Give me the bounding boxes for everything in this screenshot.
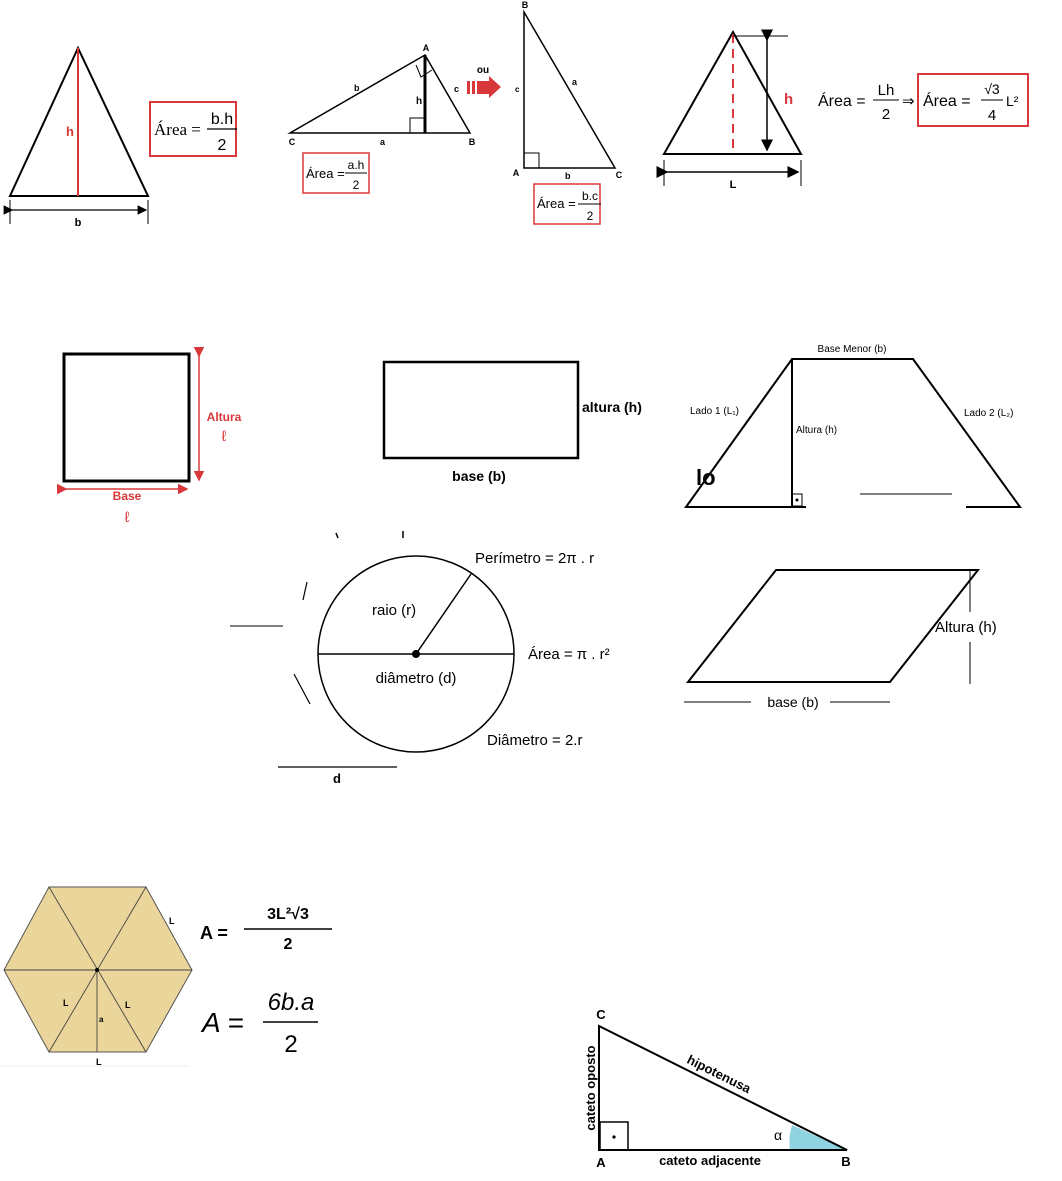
square-shape bbox=[64, 354, 189, 481]
trig-vertex-b: B bbox=[841, 1154, 851, 1169]
rt2-side-b: b bbox=[565, 171, 571, 181]
circle-perimeter: Perímetro = 2π . r bbox=[475, 550, 595, 567]
square-side-label: Altura bbox=[206, 410, 242, 424]
rt2-area-formula-lhs: Área = bbox=[537, 196, 576, 211]
parallelogram-figure bbox=[684, 570, 997, 710]
equilateral-base-label: L bbox=[729, 179, 737, 191]
square-base-symbol: ℓ bbox=[124, 509, 130, 526]
rt-area-formula-lhs: Área = bbox=[306, 166, 345, 181]
rt2-area-formula-den: 2 bbox=[586, 209, 594, 223]
rt-vertex-c: C bbox=[288, 137, 296, 147]
trig-triangle-shape bbox=[599, 1026, 847, 1150]
rt2-area-formula-num: b.c bbox=[581, 189, 599, 203]
equilateral-formula1-num: Lh bbox=[877, 82, 895, 99]
trig-adjacent-label: cateto adjacente bbox=[659, 1153, 761, 1168]
right-triangle-shape bbox=[290, 55, 470, 133]
trig-triangle-figure bbox=[583, 1007, 851, 1170]
triangle-height-label: h bbox=[66, 124, 74, 139]
isosceles-triangle-figure bbox=[10, 48, 237, 229]
equilateral-formula2-num: √3 bbox=[984, 81, 1000, 97]
trig-angle-label: α bbox=[774, 1127, 783, 1143]
triangle-area-formula-den: 2 bbox=[217, 137, 227, 154]
hexagon-apothem-label: a bbox=[99, 1015, 104, 1024]
trig-vertex-c: C bbox=[596, 1007, 606, 1022]
circle-radius-label: raio (r) bbox=[372, 602, 417, 619]
circle-center-dot bbox=[412, 650, 420, 658]
rt2-side-a: a bbox=[572, 77, 578, 87]
trapezoid-left-label: Lado 1 (L₁) bbox=[690, 406, 739, 417]
right-triangle-vertical-figure bbox=[513, 0, 623, 224]
hexagon-side-label-outer: L bbox=[169, 916, 175, 926]
equilateral-formula1-den: 2 bbox=[881, 106, 891, 123]
square-base-label: Base bbox=[112, 489, 142, 503]
hexagon-side-label-right: L bbox=[125, 1000, 131, 1010]
triangle-base-label: b bbox=[74, 217, 82, 229]
rt-vertex-b: B bbox=[468, 137, 476, 147]
trig-hypotenuse-label: hipotenusa bbox=[684, 1051, 754, 1097]
triangle-area-formula-num: b.h bbox=[210, 111, 234, 128]
equilateral-formula1-lhs: Área = bbox=[818, 93, 866, 110]
circle-figure bbox=[230, 531, 610, 786]
circle-area: Área = π . r² bbox=[528, 646, 610, 663]
or-label: ou bbox=[476, 65, 490, 76]
triangle-area-formula-lhs: Área = bbox=[154, 120, 201, 139]
rt-side-c: c bbox=[454, 84, 460, 94]
rt-side-a: a bbox=[380, 137, 386, 147]
rt2-vertex-a: A bbox=[512, 168, 520, 178]
circle-diameter-formula: Diâmetro = 2.r bbox=[487, 732, 583, 749]
right-triangle-vertical-shape bbox=[524, 12, 615, 168]
square-figure bbox=[64, 354, 242, 526]
parallelogram-base-label: base (b) bbox=[767, 694, 819, 710]
trapezoid-shape bbox=[686, 359, 1020, 507]
equilateral-formula2-lhs: Área = bbox=[923, 93, 971, 110]
rt-area-formula-num: a.h bbox=[347, 158, 365, 172]
trapezoid-right-label: Lado 2 (L₂) bbox=[964, 408, 1014, 419]
rt-area-formula-den: 2 bbox=[352, 178, 360, 192]
rectangle-height-label: altura (h) bbox=[582, 399, 642, 415]
red-arrow-icon bbox=[467, 76, 501, 98]
square-side-symbol: ℓ bbox=[221, 428, 227, 445]
equilateral-formula2-den: 4 bbox=[987, 107, 997, 124]
rt2-side-c: c bbox=[515, 85, 520, 94]
rt-side-b: b bbox=[354, 83, 360, 93]
hexagon-side-label-bottom: L bbox=[96, 1057, 102, 1067]
rt2-vertex-c: C bbox=[615, 170, 623, 180]
circle-diameter-label: diâmetro (d) bbox=[375, 670, 457, 687]
rt2-vertex-b: B bbox=[521, 0, 529, 10]
hexagon-formula1-num: 3L²√3 bbox=[267, 906, 309, 923]
trapezoid-height-label: Altura (h) bbox=[796, 425, 838, 436]
trig-opposite-label: cateto oposto bbox=[583, 1045, 598, 1131]
equilateral-formula2-tail: L² bbox=[1006, 93, 1019, 109]
trapezoid-stray-text: lo bbox=[696, 465, 716, 490]
rectangle-base-label: base (b) bbox=[452, 468, 506, 484]
parallelogram-height-label: Altura (h) bbox=[935, 619, 997, 636]
rt-vertex-a: A bbox=[422, 43, 430, 53]
rectangle-shape bbox=[384, 362, 578, 458]
hexagon-formula2-den: 2 bbox=[284, 1031, 298, 1058]
trig-vertex-a: A bbox=[596, 1155, 606, 1170]
rectangle-figure bbox=[384, 362, 642, 484]
trapezoid-top-label: Base Menor (b) bbox=[817, 344, 887, 355]
rt-height: h bbox=[416, 96, 423, 107]
equilateral-triangle-figure bbox=[664, 32, 1028, 191]
hexagon-formula1-lhs: A = bbox=[200, 923, 228, 943]
equilateral-implies: ⇒ bbox=[902, 93, 915, 110]
right-triangle-altitude-figure bbox=[289, 43, 501, 193]
hexagon-formula2-lhs: A = bbox=[202, 1007, 244, 1038]
circle-radius-line bbox=[416, 574, 471, 654]
equilateral-height-label: h bbox=[784, 91, 794, 108]
hexagon-side-label-left: L bbox=[63, 998, 69, 1008]
circle-stray-d: d bbox=[333, 771, 341, 786]
trapezoid-figure bbox=[686, 344, 1020, 522]
hexagon-formula2-num: 6b.a bbox=[267, 989, 315, 1016]
hexagon-formula1-den: 2 bbox=[283, 936, 293, 953]
hexagon-figure bbox=[0, 887, 332, 1067]
